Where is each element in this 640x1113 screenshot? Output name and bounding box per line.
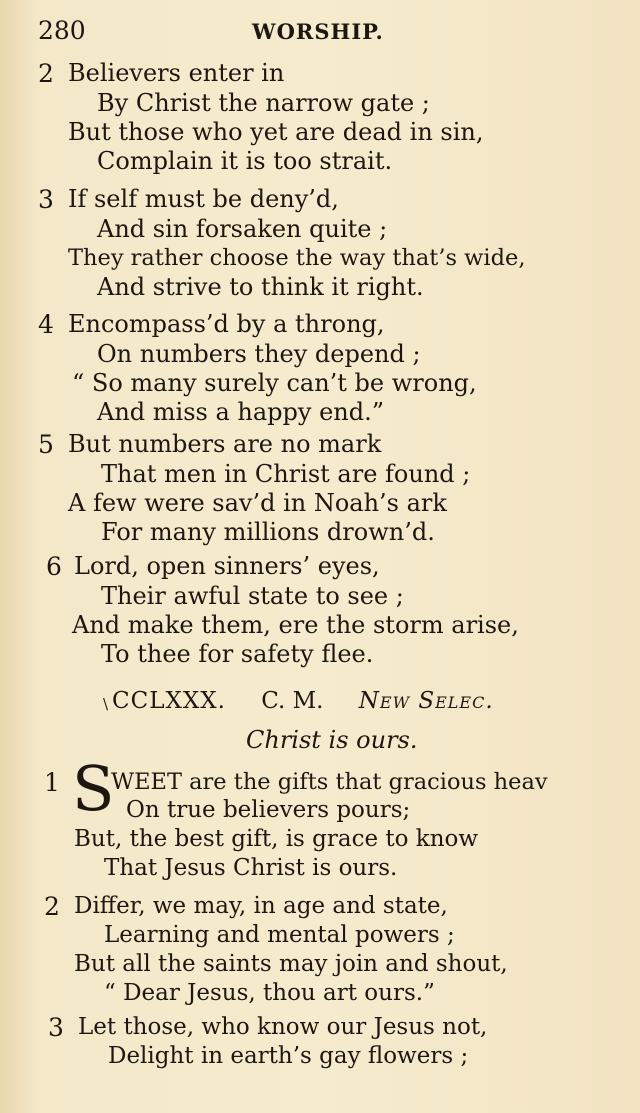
verse-number: 3: [48, 1013, 64, 1042]
verse-line: Learning and mental powers ;: [104, 922, 455, 948]
verse-line: A few were sav’d in Noah’s ark: [68, 489, 447, 517]
printer-mark: \: [103, 695, 109, 713]
hymn-header: [112, 690, 494, 713]
verse-line: For many millions drown’d.: [101, 518, 435, 546]
verse-line: But all the saints may join and shout,: [74, 951, 508, 977]
verse-line: But those who yet are dead in sin,: [68, 118, 484, 146]
verse-line: But numbers are no mark: [68, 430, 382, 458]
verse-line: “ So many surely can’t be wrong,: [72, 369, 477, 397]
verse-line: Let those, who know our Jesus not,: [78, 1014, 488, 1040]
verse-line: Lord, open sinners’ eyes,: [74, 552, 380, 580]
hymn-number: CCLXXX.: [112, 688, 226, 714]
verse-line: And strive to think it right.: [97, 273, 424, 301]
verse-number: 4: [38, 310, 54, 339]
verse-line: “ Dear Jesus, thou art ours.”: [104, 980, 435, 1006]
verse-number: 6: [46, 552, 62, 581]
verse-line: But, the best gift, is grace to know: [74, 826, 479, 852]
verse-line: Believers enter in: [68, 59, 285, 87]
verse-line: And make them, ere the storm arise,: [72, 611, 519, 639]
verse-line: On true believers pours;: [126, 797, 411, 823]
page-number: 280: [38, 16, 86, 45]
verse-line: And sin forsaken quite ;: [97, 215, 388, 243]
verse-line: Differ, we may, in age and state,: [74, 893, 448, 919]
verse-number: 2: [44, 892, 60, 921]
drop-cap: S: [72, 752, 115, 825]
verse-line: Complain it is too strait.: [97, 147, 393, 175]
verse-line: And miss a happy end.”: [97, 398, 385, 426]
verse-number: 3: [38, 185, 54, 214]
verse-line: That men in Christ are found ;: [101, 460, 471, 488]
verse-line: If self must be deny’d,: [68, 185, 339, 213]
verse-line: To thee for safety flee.: [101, 640, 374, 668]
verse-number: 5: [38, 430, 54, 459]
verse-line: Encompass’d by a throng,: [68, 310, 385, 338]
verse-line: Delight in earth’s gay flowers ;: [108, 1043, 469, 1069]
verse-line: They rather choose the way that’s wide,: [68, 245, 526, 271]
hymn-tune: New Selec.: [358, 688, 494, 714]
verse-line: Their awful state to see ;: [101, 582, 404, 610]
hymn-meter: C. M.: [261, 688, 324, 714]
verse-number: 1: [44, 768, 60, 797]
verse-line: That Jesus Christ is ours.: [104, 855, 398, 881]
verse-line: WEET are the gifts that gracious heav: [111, 769, 548, 795]
running-head: WORSHIP.: [252, 19, 384, 44]
verse-number: 2: [38, 59, 54, 88]
verse-line: By Christ the narrow gate ;: [97, 89, 430, 117]
verse-line: On numbers they depend ;: [97, 340, 421, 368]
hymn-title: Christ is ours.: [246, 726, 418, 754]
